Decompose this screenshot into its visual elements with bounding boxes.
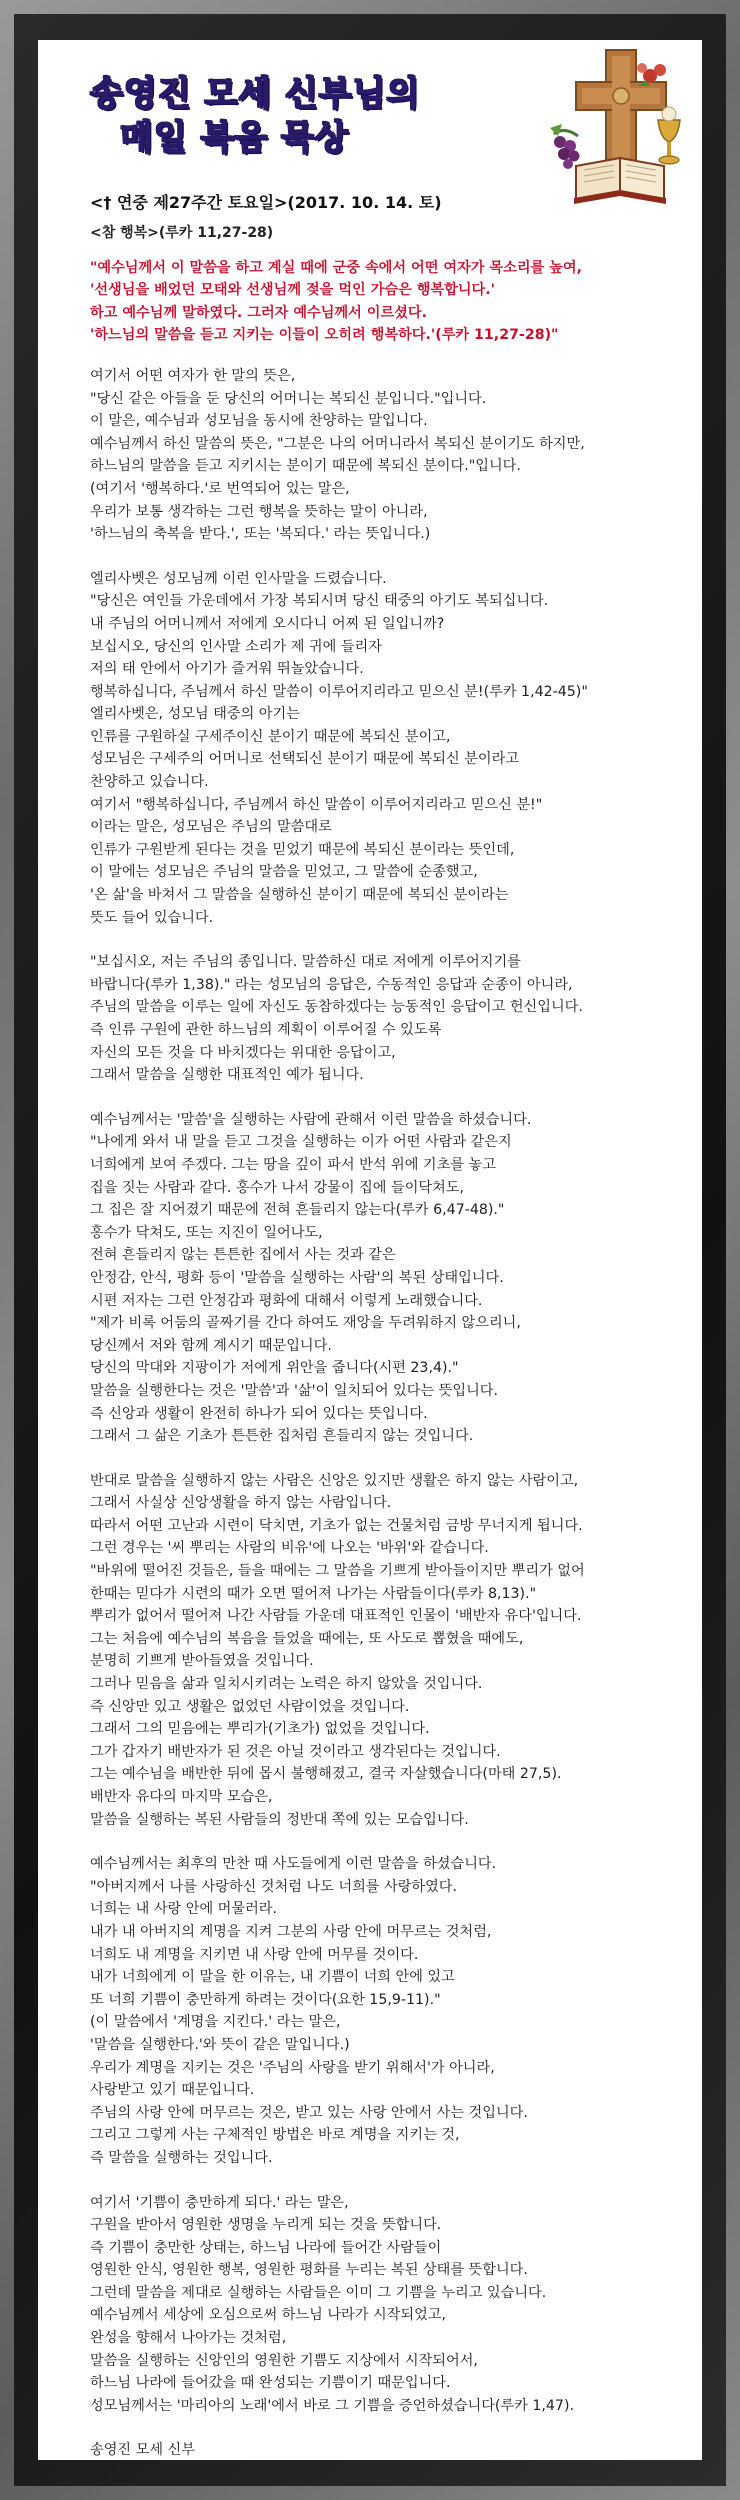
paragraph-line: 집을 짓는 사람과 같다. 홍수가 나서 강물이 집에 들이닥쳐도, bbox=[90, 1179, 465, 1196]
paragraph-line: 그래서 그 삶은 기초가 튼튼한 집처럼 흔들리지 않는 것입니다. bbox=[90, 1428, 474, 1445]
paragraph-line: "제가 비록 어둠의 골짜기를 간다 하여도 재앙을 두려워하지 않으리니, bbox=[90, 1315, 521, 1332]
reflection-paragraph bbox=[90, 1470, 690, 1832]
paragraph-line: 여기서 어떤 여자가 한 말의 뜻은, bbox=[90, 367, 296, 384]
paragraph-line: 따라서 어떤 고난과 시련이 닥치면, 기초가 없는 건물처럼 금방 무너지게 됩니다. bbox=[90, 1517, 583, 1534]
paragraph-line: 하느님 나라에 들어갔을 때 완성되는 기쁨이기 때문입니다. bbox=[90, 2375, 451, 2392]
paragraph-line: 반대로 말씀을 실행하지 않는 사람은 신앙은 있지만 생활은 하지 않는 사람이고, bbox=[90, 1472, 579, 1489]
paragraph-line: 내가 내 아버지의 계명을 지켜 그분의 사랑 안에 머무르는 것처럼, bbox=[90, 1923, 492, 1940]
title-line-1: 송영진 모세 신부님의 bbox=[90, 74, 421, 114]
paragraph-line: 그래서 사실상 신앙생활을 하지 않는 사람입니다. bbox=[90, 1495, 392, 1512]
paragraph-line: 성모님께서는 '마리아의 노래'에서 바로 그 기쁨을 증언하셨습니다(루카 1,47). bbox=[90, 2397, 574, 2414]
title-line-2: 매일 복음 묵상 bbox=[120, 118, 349, 158]
paragraph-line: 인류가 구원받게 된다는 것을 믿었기 때문에 복되신 분이라는 뜻인데, bbox=[90, 841, 515, 858]
paragraph-line: 자신의 모든 것을 다 바치겠다는 위대한 응답이고, bbox=[90, 1044, 396, 1061]
paragraph-line: 분명히 기쁘게 받아들였을 것입니다. bbox=[90, 1653, 314, 1670]
quote-line: '하느님의 말씀을 듣고 지키는 이들이 오히려 행복하다.'(루카 11,27-28)" bbox=[90, 327, 559, 344]
paragraph-line: 엘리사벳은, 성모님 태중의 아기는 bbox=[90, 706, 300, 723]
reflection-body bbox=[90, 365, 690, 2417]
paragraph-line: 너희는 내 사랑 안에 머물러라. bbox=[90, 1901, 278, 1918]
paragraph-line: 그가 갑자기 배반자가 된 것은 아닐 것이라고 생각된다는 것입니다. bbox=[90, 1743, 501, 1760]
reflection-paragraph bbox=[90, 1853, 690, 2169]
paragraph-line: 이 말에는 성모님은 주님의 말씀을 믿었고, 그 말씀에 순종했고, bbox=[90, 864, 478, 881]
paragraph-line: '말씀을 실행한다.'와 뜻이 같은 말입니다.) bbox=[90, 2036, 350, 2053]
paragraph-line: '하느님의 축복을 받다.', 또는 '복되다.' 라는 뜻입니다.) bbox=[90, 526, 431, 543]
paragraph-line: 그러나 믿음을 삶과 일치시키려는 노력은 하지 않았을 것입니다. bbox=[90, 1676, 483, 1693]
paragraph-line: 안정감, 안식, 평화 등이 '말씀을 실행하는 사람'의 복된 상태입니다. bbox=[90, 1269, 504, 1286]
paragraph-line: (여기서 '행복하다.'로 번역되어 있는 말은, bbox=[90, 480, 350, 497]
paragraph-line: 홍수가 닥쳐도, 또는 지진이 일어나도, bbox=[90, 1224, 323, 1241]
paragraph-line: "당신은 여인들 가운데에서 가장 복되시며 당신 태중의 아기도 복되십니다. bbox=[90, 593, 549, 610]
reflection-paragraph bbox=[90, 1109, 690, 1448]
paragraph-line: 여기서 '기쁨이 충만하게 되다.' 라는 말은, bbox=[90, 2194, 349, 2211]
reflection-paragraph bbox=[90, 365, 690, 546]
paragraph-line: 찬양하고 있습니다. bbox=[90, 774, 209, 791]
paragraph-line: 주님의 말씀을 이루는 일에 자신도 동참하겠다는 능동적인 응답이고 헌신입니다. bbox=[90, 999, 583, 1016]
paragraph-line: 영원한 안식, 영원한 행복, 영원한 평화를 누리는 복된 상태를 뜻합니다. bbox=[90, 2262, 528, 2279]
quote-line: "예수님께서 이 말씀을 하고 계실 때에 군중 속에서 어떤 여자가 목소리를 높여, bbox=[90, 259, 582, 276]
paragraph-line: "나에게 와서 내 말을 듣고 그것을 실행하는 이가 어떤 사람과 같은지 bbox=[90, 1134, 512, 1151]
paragraph-line: 뿌리가 없어서 떨어져 나간 사람들 가운데 대표적인 인물이 '배반자 유다'입니다. bbox=[90, 1608, 582, 1625]
paragraph-line: 그래서 말씀을 실행한 대표적인 예가 됩니다. bbox=[90, 1067, 364, 1084]
paragraph-line: 그런데 말씀을 제대로 실행하는 사람들은 이미 그 기쁨을 누리고 있습니다. bbox=[90, 2284, 547, 2301]
paragraph-line: 예수님께서 세상에 오심으로써 하느님 나라가 시작되었고, bbox=[90, 2307, 446, 2324]
paragraph-line: "아버지께서 나를 사랑하신 것처럼 나도 너희를 사랑하였다. bbox=[90, 1878, 458, 1895]
paragraph-line: 뜻도 들어 있습니다. bbox=[90, 909, 214, 926]
paragraph-line: "바위에 떨어진 것들은, 들을 때에는 그 말씀을 기쁘게 받아들이지만 뿌리가 없어 bbox=[90, 1563, 585, 1580]
paragraph-line: 내가 너희에게 이 말을 한 이유는, 내 기쁨이 너희 안에 있고 bbox=[90, 1969, 455, 1986]
paragraph-line: 예수님께서는 최후의 만찬 때 사도들에게 이런 말씀을 하셨습니다. bbox=[90, 1856, 497, 1873]
paragraph-line: 인류를 구원하실 구세주이신 분이기 때문에 복되신 분이고, bbox=[90, 728, 451, 745]
meditation-page bbox=[38, 40, 702, 2460]
paragraph-line: 말씀을 실행하는 신앙인의 영원한 기쁨도 지상에서 시작되어서, bbox=[90, 2352, 478, 2369]
cross-bible-illustration bbox=[546, 46, 694, 206]
paragraph-line: 한때는 믿다가 시련의 때가 오면 떨어져 나가는 사람들이다(루카 8,13)." bbox=[90, 1585, 537, 1602]
paragraph-line: 우리가 보통 생각하는 그런 행복을 뜻하는 말이 아니라, bbox=[90, 503, 428, 520]
paragraph-line: 주님의 사랑 안에 머무르는 것은, 받고 있는 사랑 안에서 사는 것입니다. bbox=[90, 2104, 528, 2121]
paragraph-line: 시편 저자는 그런 안정감과 평화에 대해서 이렇게 노래했습니다. bbox=[90, 1292, 483, 1309]
grapes-icon bbox=[550, 124, 580, 169]
paragraph-line: 하느님의 말씀을 듣고 지키시는 분이기 때문에 복되신 분이다."입니다. bbox=[90, 458, 521, 475]
reflection-paragraph bbox=[90, 951, 690, 1087]
paragraph-line: 바랍니다(루카 1,38)." 라는 성모님의 응답은, 수동적인 응답과 순종이 아니라, bbox=[90, 976, 573, 993]
paragraph-line: 그는 처음에 예수님의 복음을 들었을 때에는, 또 사도로 뽑혔을 때에도, bbox=[90, 1630, 524, 1647]
paragraph-line: 즉 신앙과 생활이 완전히 하나가 되어 있다는 뜻입니다. bbox=[90, 1405, 428, 1422]
paragraph-line: 말씀을 실행하는 복된 사람들의 정반대 쪽에 있는 모습입니다. bbox=[90, 1811, 469, 1828]
paragraph-line: 즉 신앙만 있고 생활은 없었던 사람이었을 것입니다. bbox=[90, 1698, 410, 1715]
paragraph-line: 그리고 그렇게 사는 구체적인 방법은 바로 계명을 지키는 것, bbox=[90, 2127, 460, 2144]
quote-line: 하고 예수님께 말하였다. 그러자 예수님께서 이르셨다. bbox=[90, 304, 427, 321]
paragraph-line: "보십시오, 저는 주님의 종입니다. 말씀하신 대로 저에게 이루어지기를 bbox=[90, 954, 521, 971]
paragraph-line: 전혀 흔들리지 않는 튼튼한 집에서 사는 것과 같은 bbox=[90, 1247, 396, 1264]
paragraph-line: 예수님께서 하신 말씀의 뜻은, "그분은 나의 어머니라서 복되신 분이기도 하지만, bbox=[90, 435, 585, 452]
page-title bbox=[90, 72, 420, 160]
paragraph-line: 그 집은 잘 지어졌기 때문에 전혀 흔들리지 않는다(루카 6,47-48)." bbox=[90, 1202, 505, 1219]
gospel-quote bbox=[90, 257, 690, 347]
paragraph-line: 당신의 막대와 지팡이가 저에게 위안을 줍니다(시편 23,4)." bbox=[90, 1360, 459, 1377]
reflection-paragraph bbox=[90, 2192, 690, 2418]
paragraph-line: 그는 예수님을 배반한 뒤에 몹시 불행해졌고, 결국 자살했습니다(마태 27,5). bbox=[90, 1766, 562, 1783]
paragraph-line: 완성을 향해서 나아가는 것처럼, bbox=[90, 2330, 287, 2347]
meditation-content bbox=[90, 190, 690, 2462]
gospel-reference: <참 행복>(루카 11,27-28) bbox=[90, 225, 274, 241]
paragraph-line: 너희에게 보여 주겠다. 그는 땅을 깊이 파서 반석 위에 기초를 놓고 bbox=[90, 1156, 496, 1173]
paragraph-line: 이라는 말은, 성모님은 주님의 말씀대로 bbox=[90, 819, 332, 836]
paragraph-line: '온 삶'을 바쳐서 그 말씀을 실행하신 분이기 때문에 복되신 분이라는 bbox=[90, 887, 509, 904]
paragraph-line: (이 말씀에서 '계명을 지킨다.' 라는 말은, bbox=[90, 2014, 341, 2031]
paragraph-line: 너희도 내 계명을 지키면 내 사랑 안에 머무를 것이다. bbox=[90, 1946, 419, 1963]
paragraph-line: 행복하십니다, 주님께서 하신 말씀이 이루어지리라고 믿으신 분!(루카 1,42-45)" bbox=[90, 683, 588, 700]
chalice-icon bbox=[658, 107, 680, 164]
paragraph-line: 구원을 받아서 영원한 생명을 누리게 되는 것을 뜻합니다. bbox=[90, 2217, 442, 2234]
date-heading: <† 연중 제27주간 토요일>(2017. 10. 14. 토) bbox=[90, 193, 442, 212]
paragraph-line: 또 너희 기쁨이 충만하게 하려는 것이다(요한 15,9-11)." bbox=[90, 1991, 441, 2008]
paragraph-line: 우리가 계명을 지키는 것은 '주님의 사랑을 받기 위해서'가 아니라, bbox=[90, 2059, 495, 2076]
paragraph-line: 그런 경우는 '씨 뿌리는 사람의 비유'에 나오는 '바위'와 같습니다. bbox=[90, 1540, 489, 1557]
paragraph-line: 그래서 그의 믿음에는 뿌리가(기초가) 없었을 것입니다. bbox=[90, 1721, 430, 1738]
paragraph-line: 즉 말씀을 실행하는 것입니다. bbox=[90, 2149, 273, 2166]
paragraph-line: 배반자 유다의 마지막 모습은, bbox=[90, 1789, 273, 1805]
paragraph-line: 즉 인류 구원에 관한 하느님의 계획이 이루어질 수 있도록 bbox=[90, 1022, 442, 1038]
paragraph-line: 내 주님의 어머니께서 저에게 오시다니 어찌 된 일입니까? bbox=[90, 615, 445, 632]
paragraph-line: "당신 같은 아들을 둔 당신의 어머니는 복되신 분입니다."입니다. bbox=[90, 390, 487, 407]
quote-line: '선생님을 배었던 모태와 선생님께 젖을 먹인 가슴은 행복합니다.' bbox=[90, 282, 495, 299]
paragraph-line: 저의 태 안에서 아기가 즐거워 뛰놀았습니다. bbox=[90, 661, 364, 678]
paragraph-line: 사랑받고 있기 때문입니다. bbox=[90, 2082, 255, 2099]
paragraph-line: 엘리사벳은 성모님께 이런 인사말을 드렸습니다. bbox=[90, 570, 387, 587]
paragraph-line: 말씀을 실행한다는 것은 '말씀'과 '삶'이 일치되어 있다는 뜻입니다. bbox=[90, 1382, 499, 1399]
paragraph-line: 당신께서 저와 함께 계시기 때문입니다. bbox=[90, 1337, 332, 1354]
paragraph-line: 보십시오, 당신의 인사말 소리가 제 귀에 들리자 bbox=[90, 638, 382, 655]
paragraph-line: 여기서 "행복하십니다, 주님께서 하신 말씀이 이루어지리라고 믿으신 분!" bbox=[90, 796, 543, 813]
reflection-paragraph bbox=[90, 568, 690, 930]
paragraph-line: 예수님께서는 '말씀'을 실행하는 사람에 관해서 이런 말씀을 하셨습니다. bbox=[90, 1111, 532, 1128]
signature: 송영진 모세 신부 bbox=[90, 2442, 195, 2459]
paragraph-line: 이 말은, 예수님과 성모님을 동시에 찬양하는 말입니다. bbox=[90, 413, 428, 430]
paragraph-line: 즉 기쁨이 충만한 상태는, 하느님 나라에 들어간 사람들이 bbox=[90, 2239, 442, 2256]
paragraph-line: 성모님은 구세주의 어머니로 선택되신 분이기 때문에 복되신 분이라고 bbox=[90, 751, 520, 768]
